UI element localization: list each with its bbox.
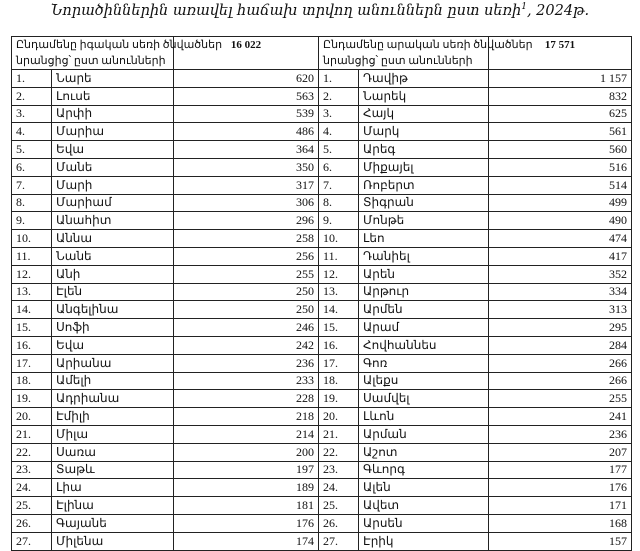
table-row (12, 408, 632, 426)
female-count: 255 (174, 265, 319, 283)
male-count: 157 (489, 532, 632, 550)
male-rank: 17. (319, 354, 359, 372)
page-title (0, 2, 640, 19)
female-rank: 10. (12, 230, 52, 248)
male-name: Արեգ (359, 141, 489, 159)
header-row-2 (12, 53, 632, 70)
male-rank: 11. (319, 247, 359, 265)
male-header-sublabel: նրանցից՝ ըստ անունների (319, 53, 489, 70)
female-count: 218 (174, 408, 319, 426)
header-row-1 (12, 37, 632, 54)
female-count: 350 (174, 158, 319, 176)
female-count: 197 (174, 461, 319, 479)
table-row (12, 194, 632, 212)
female-count: 539 (174, 105, 319, 123)
male-count: 625 (489, 105, 632, 123)
male-name: Մարկ (359, 123, 489, 141)
female-count: 228 (174, 390, 319, 408)
female-rank: 17. (12, 354, 52, 372)
male-rank: 26. (319, 514, 359, 532)
title-footnote-mark: 1 (521, 2, 527, 12)
male-rank: 7. (319, 176, 359, 194)
male-rank: 18. (319, 372, 359, 390)
female-count: 486 (174, 123, 319, 141)
table-row (12, 87, 632, 105)
female-name: Նարե (52, 70, 174, 88)
table-row (12, 479, 632, 497)
female-name: Մարիա (52, 123, 174, 141)
male-name: Գոռ (359, 354, 489, 372)
male-rank: 8. (319, 194, 359, 212)
female-rank: 6. (12, 158, 52, 176)
female-name: Եվա (52, 336, 174, 354)
male-count: 266 (489, 354, 632, 372)
table-row (12, 354, 632, 372)
table-row (12, 176, 632, 194)
female-name: Էլեն (52, 283, 174, 301)
male-name: Ալեքս (359, 372, 489, 390)
female-name: Անի (52, 265, 174, 283)
female-rank: 12. (12, 265, 52, 283)
male-name: Արմեն (359, 301, 489, 319)
male-rank: 6. (319, 158, 359, 176)
male-name: Միքայել (359, 158, 489, 176)
female-rank: 7. (12, 176, 52, 194)
female-rank: 9. (12, 212, 52, 230)
female-count: 317 (174, 176, 319, 194)
female-rank: 19. (12, 390, 52, 408)
table-row (12, 70, 632, 88)
male-rank: 1. (319, 70, 359, 88)
male-rank: 23. (319, 461, 359, 479)
male-count: 171 (489, 497, 632, 515)
table-row (12, 247, 632, 265)
male-rank: 25. (319, 497, 359, 515)
male-rank: 13. (319, 283, 359, 301)
female-name: Էլինա (52, 497, 174, 515)
female-count: 176 (174, 514, 319, 532)
male-name: Տիգրան (359, 194, 489, 212)
male-count: 514 (489, 176, 632, 194)
male-rank: 5. (319, 141, 359, 159)
male-count: 516 (489, 158, 632, 176)
table-row (12, 105, 632, 123)
female-count: 200 (174, 443, 319, 461)
female-count: 296 (174, 212, 319, 230)
male-count: 561 (489, 123, 632, 141)
female-rank: 14. (12, 301, 52, 319)
table-row (12, 283, 632, 301)
female-count: 181 (174, 497, 319, 515)
table-row (12, 497, 632, 515)
male-rank: 24. (319, 479, 359, 497)
table-row (12, 301, 632, 319)
table-row (12, 230, 632, 248)
male-rank: 12. (319, 265, 359, 283)
female-name: Լուսե (52, 87, 174, 105)
male-count: 241 (489, 408, 632, 426)
male-header-label: Ընդամենը արական սեռի ծնվածներ (319, 37, 489, 54)
male-count: 313 (489, 301, 632, 319)
table-row (12, 532, 632, 550)
names-table-body (12, 37, 632, 551)
female-rank: 18. (12, 372, 52, 390)
male-name: Հովհաննես (359, 336, 489, 354)
female-rank: 20. (12, 408, 52, 426)
male-rank: 16. (319, 336, 359, 354)
male-count: 832 (489, 87, 632, 105)
male-name: Դավիթ (359, 70, 489, 88)
male-count: 417 (489, 247, 632, 265)
male-rank: 4. (319, 123, 359, 141)
male-total-spacer (489, 53, 632, 70)
male-rank: 9. (319, 212, 359, 230)
female-rank: 8. (12, 194, 52, 212)
female-name: Եվա (52, 141, 174, 159)
female-rank: 25. (12, 497, 52, 515)
male-name: Արման (359, 425, 489, 443)
female-name: Միլա (52, 425, 174, 443)
female-rank: 2. (12, 87, 52, 105)
female-count: 236 (174, 354, 319, 372)
female-rank: 13. (12, 283, 52, 301)
female-name: Լիա (52, 479, 174, 497)
female-count: 258 (174, 230, 319, 248)
female-name: Անգելինա (52, 301, 174, 319)
female-rank: 3. (12, 105, 52, 123)
table-row (12, 336, 632, 354)
male-rank: 20. (319, 408, 359, 426)
male-name: Աշոտ (359, 443, 489, 461)
table-row (12, 319, 632, 337)
male-name: Լևոն (359, 408, 489, 426)
female-count: 242 (174, 336, 319, 354)
male-name: Արթուր (359, 283, 489, 301)
female-rank: 24. (12, 479, 52, 497)
male-count: 168 (489, 514, 632, 532)
male-count: 474 (489, 230, 632, 248)
table-row (12, 390, 632, 408)
female-count: 620 (174, 70, 319, 88)
male-rank: 21. (319, 425, 359, 443)
female-name: Անահիտ (52, 212, 174, 230)
male-count: 236 (489, 425, 632, 443)
female-count: 246 (174, 319, 319, 337)
female-name: Նանե (52, 247, 174, 265)
male-name: Ալեն (359, 479, 489, 497)
male-name: Գևորգ (359, 461, 489, 479)
female-name: Գայանե (52, 514, 174, 532)
female-count: 256 (174, 247, 319, 265)
female-rank: 11. (12, 247, 52, 265)
male-count: 334 (489, 283, 632, 301)
male-total: 17 571 (489, 37, 632, 54)
male-rank: 2. (319, 87, 359, 105)
table-row (12, 372, 632, 390)
male-count: 295 (489, 319, 632, 337)
table-row (12, 123, 632, 141)
male-rank: 15. (319, 319, 359, 337)
names-table (11, 36, 632, 551)
female-name: Աննա (52, 230, 174, 248)
female-name: Արիանա (52, 354, 174, 372)
male-count: 352 (489, 265, 632, 283)
female-name: Էմիլի (52, 408, 174, 426)
female-name: Սոֆի (52, 319, 174, 337)
male-name: Ռոբերտ (359, 176, 489, 194)
female-name: Արփի (52, 105, 174, 123)
female-name: Մարի (52, 176, 174, 194)
male-name: Հայկ (359, 105, 489, 123)
female-rank: 15. (12, 319, 52, 337)
male-name: Արեն (359, 265, 489, 283)
female-rank: 23. (12, 461, 52, 479)
female-rank: 16. (12, 336, 52, 354)
male-name: Լեո (359, 230, 489, 248)
male-name: Արամ (359, 319, 489, 337)
female-count: 189 (174, 479, 319, 497)
female-name: Սառա (52, 443, 174, 461)
table-row (12, 265, 632, 283)
male-name: Ավետ (359, 497, 489, 515)
table-row (12, 443, 632, 461)
female-name: Տաթև (52, 461, 174, 479)
female-count: 250 (174, 301, 319, 319)
male-count: 560 (489, 141, 632, 159)
female-name: Մանե (52, 158, 174, 176)
female-count: 233 (174, 372, 319, 390)
male-rank: 27. (319, 532, 359, 550)
male-name: Արսեն (359, 514, 489, 532)
male-count: 255 (489, 390, 632, 408)
male-rank: 14. (319, 301, 359, 319)
female-rank: 1. (12, 70, 52, 88)
table-row (12, 514, 632, 532)
female-name: Մարիամ (52, 194, 174, 212)
female-count: 214 (174, 425, 319, 443)
male-name: Սամվել (359, 390, 489, 408)
table-row (12, 141, 632, 159)
female-count: 364 (174, 141, 319, 159)
male-count: 284 (489, 336, 632, 354)
male-rank: 10. (319, 230, 359, 248)
male-count: 207 (489, 443, 632, 461)
female-header-sublabel: նրանցից՝ ըստ անունների (12, 53, 174, 70)
female-rank: 4. (12, 123, 52, 141)
female-rank: 21. (12, 425, 52, 443)
female-header-label: Ընդամենը իգական սեռի ծնվածներ (12, 37, 174, 54)
title-year: , 2024թ. (526, 2, 590, 19)
title-text: Նորածիններին առավել հաճախ տրվող անուններն ըստ սեռի (50, 2, 522, 19)
male-count: 266 (489, 372, 632, 390)
female-rank: 26. (12, 514, 52, 532)
male-count: 490 (489, 212, 632, 230)
male-count: 176 (489, 479, 632, 497)
female-count: 174 (174, 532, 319, 550)
female-count: 306 (174, 194, 319, 212)
female-name: Ադրիանա (52, 390, 174, 408)
table-row (12, 461, 632, 479)
female-name: Ամելի (52, 372, 174, 390)
male-name: Մոնթե (359, 212, 489, 230)
male-rank: 19. (319, 390, 359, 408)
male-name: Դանիել (359, 247, 489, 265)
female-count: 250 (174, 283, 319, 301)
female-total-spacer (174, 53, 319, 70)
male-name: Նարեկ (359, 87, 489, 105)
male-name: Էրիկ (359, 532, 489, 550)
table-row (12, 425, 632, 443)
table-row (12, 212, 632, 230)
table-row (12, 158, 632, 176)
female-count: 563 (174, 87, 319, 105)
male-count: 177 (489, 461, 632, 479)
male-count: 1 157 (489, 70, 632, 88)
male-rank: 3. (319, 105, 359, 123)
male-rank: 22. (319, 443, 359, 461)
male-count: 499 (489, 194, 632, 212)
female-rank: 27. (12, 532, 52, 550)
female-total: 16 022 (174, 37, 319, 54)
female-rank: 5. (12, 141, 52, 159)
female-name: Միլենա (52, 532, 174, 550)
female-rank: 22. (12, 443, 52, 461)
